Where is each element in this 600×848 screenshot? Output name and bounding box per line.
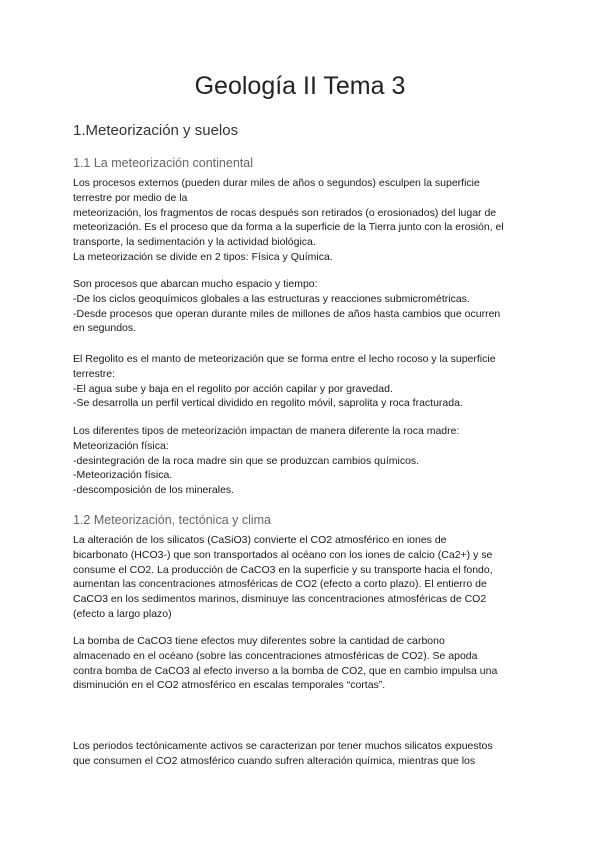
text-line: transporte, la sedimentación y la actividad biológica. [73,236,316,249]
text-line: La alteración de los silicatos (CaSiO3) convierte el CO2 atmosférico en iones de [73,534,447,546]
text-line: consume el CO2. La producción de CaCO3 en la superficie y su transporte hacia el fondo, [73,563,493,576]
text-line: -De los ciclos geoquímicos globales a las estructuras y reacciones submicrométricas. [73,292,470,305]
text-line: terrestre por medio de la [73,191,188,204]
text-line: Los procesos externos (pueden durar miles de años o segundos) esculpen la superficie [73,177,480,189]
text-line: -Se desarrolla un perfil vertical dividido en regolito móvil, saprolita y roca fracturada. [73,397,463,410]
text-line: La meteorización se divide en 2 tipos: Física y Química. [73,250,333,263]
text-line: -Desde procesos que operan durante miles de millones de años hasta cambios que ocurren [73,307,501,320]
subsection-heading-continental: 1.1 La meteorización continental [73,156,253,170]
text-line: Los diferentes tipos de meteorización impactan de manera diferente la roca madre: [73,425,460,437]
text-line: bicarbonato (HCO3-) que son transportados al océano con los iones de calcio (Ca2+) y se [73,548,493,561]
text-line: El Regolito es el manto de meteorización que se forma entre el lecho rocoso y la superficie [73,353,496,365]
paragraph-alteracion-silicatos [73,533,533,622]
text-line: contra bomba de CaCO3 al efecto inverso a la bomba de CO2, que en cambio impulsa una [73,664,498,677]
subsection-heading-tectonica-clima: 1.2 Meteorización, tectónica y clima [73,513,272,527]
paragraph-regolito [73,352,533,411]
text-line: Son procesos que abarcan mucho espacio y tiempo: [73,278,318,290]
text-line: Meteorización física: [73,439,169,452]
text-line: disminución en el CO2 atmosférico en escalas temporales “cortas”. [73,679,386,692]
paragraph-periodos-tectonicos [73,739,533,769]
paragraph-espacio-tiempo [73,277,533,336]
document-title: Geología II Tema 3 [194,72,406,100]
text-line: -Meteorización física. [73,469,173,482]
text-line: terrestre: [73,367,116,380]
text-line: La bomba de CaCO3 tiene efectos muy diferentes sobre la cantidad de carbono [73,635,445,647]
paragraph-bomba-caco3 [73,634,533,693]
text-line: almacenado en el océano (sobre las concentraciones atmosféricas de CO2). Se apoda [73,649,478,662]
text-line: aumentan las concentraciones atmosféricas de CO2 (efecto a corto plazo). El entierro de [73,578,487,591]
section-heading-meteorizacion: 1.Meteorización y suelos [73,122,239,139]
paragraph-tipos-meteorizacion [73,424,533,498]
text-line: Los periodos tectónicamente activos se caracterizan por tener muchos silicatos expuestos [73,740,493,752]
text-line: meteorización. Es el proceso que da forma a la superficie de la Tierra junto con la erosión, el [73,221,504,234]
text-line: -descomposición de los minerales. [73,484,235,497]
text-line: -El agua sube y baja en el regolito por acción capilar y por gravedad. [73,382,393,395]
text-line: en segundos. [73,322,137,335]
text-line: que consumen el CO2 atmosférico cuando sufren alteración química, mientras que los [73,754,476,767]
text-line: meteorización, los fragmentos de rocas después son retirados (o erosionados) del lugar de [73,206,497,219]
text-line: (efecto a largo plazo) [73,607,172,620]
text-line: CaCO3 en los sedimentos marinos, disminuye las concentraciones atmosféricas de CO2 [73,593,487,606]
paragraph-procesos-externos [73,176,533,265]
text-line: -desintegración de la roca madre sin que se produzcan cambios químicos. [73,454,420,467]
